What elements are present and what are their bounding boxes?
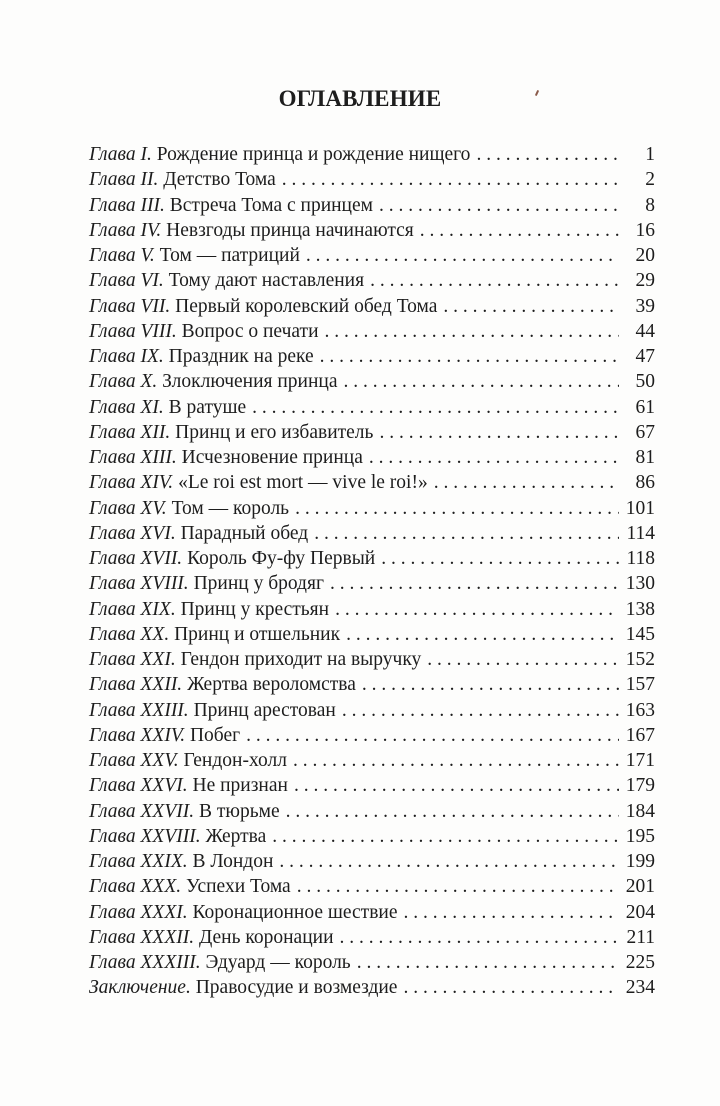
toc-entry (89, 773, 655, 798)
page-number: 199 (625, 851, 655, 872)
dot-leader (279, 849, 619, 874)
toc-title: ОГЛАВЛЕНИЕ (278, 86, 442, 111)
page-number: 114 (626, 522, 655, 544)
page-number: 118 (626, 548, 655, 569)
chapter-title: Принц и отшельник (174, 623, 341, 645)
toc-entry (89, 294, 655, 319)
dot-leader (370, 268, 619, 293)
page-number: 179 (625, 775, 655, 797)
toc-entry (89, 268, 655, 293)
chapter-title: День коронации (198, 926, 334, 948)
dot-leader (330, 571, 619, 596)
chapter-label: Глава IV. (89, 219, 162, 241)
dot-leader (379, 420, 619, 445)
dot-leader (320, 344, 619, 369)
toc-entry (89, 167, 655, 192)
chapter-label: Глава V. (89, 245, 155, 266)
dot-leader (314, 521, 619, 546)
dot-leader (420, 218, 619, 243)
chapter-label: Глава XXIX. (89, 851, 188, 872)
page-number: 39 (635, 295, 655, 317)
toc-entry (89, 799, 655, 824)
page-number: 157 (625, 674, 655, 696)
dot-leader (404, 900, 619, 925)
page-number: 81 (635, 447, 655, 468)
chapter-title: Гендон-холл (183, 750, 287, 771)
dot-leader (293, 748, 619, 773)
page-number: 204 (625, 901, 655, 923)
page-number: 167 (625, 724, 655, 746)
toc-entry (89, 900, 655, 925)
dot-leader (443, 294, 619, 319)
toc-entry (89, 193, 655, 218)
chapter-label: Глава XXXIII. (89, 952, 201, 973)
chapter-title: Побег (189, 724, 241, 746)
chapter-title: Том — король (171, 497, 290, 519)
chapter-title: Принц у крестьян (180, 598, 330, 620)
chapter-title: Принц и его избавитель (175, 421, 374, 443)
toc-entry (89, 571, 655, 596)
page-number: 50 (635, 371, 655, 393)
toc-entry (89, 672, 655, 697)
page-number: 8 (645, 194, 655, 216)
toc-entry (89, 470, 655, 495)
chapter-title: Жертва вероломства (187, 674, 356, 696)
page-number: 67 (635, 421, 655, 443)
chapter-title: Жертва (205, 825, 267, 847)
toc-entry (89, 218, 655, 243)
dot-leader (369, 445, 619, 470)
page-number: 234 (625, 977, 655, 999)
page-number: 20 (635, 245, 655, 266)
chapter-title: Не признан (192, 775, 288, 797)
dot-leader (476, 142, 619, 167)
chapter-label: Глава XII. (89, 421, 171, 443)
page-number: 2 (645, 169, 655, 191)
toc-entry (89, 420, 655, 445)
page-number: 138 (625, 598, 655, 620)
chapter-title: Принц арестован (193, 699, 336, 721)
toc-entry (89, 748, 655, 773)
page-number: 152 (625, 649, 655, 670)
page-number: 61 (635, 396, 655, 418)
chapter-title: «Le roi est mort — vive le roi!» (178, 472, 428, 494)
page-number: 145 (625, 623, 655, 645)
toc-entry (89, 698, 655, 723)
chapter-label: Глава II. (89, 169, 159, 191)
chapter-title: Правосудие и возмездие (195, 977, 398, 999)
chapter-title: Первый королевский обед Тома (175, 295, 438, 317)
page-number: 163 (625, 699, 655, 721)
chapter-title: В тюрьме (198, 800, 280, 822)
toc-entry (89, 597, 655, 622)
page-number: 195 (625, 825, 655, 847)
chapter-title: Эдуард — король (205, 952, 351, 973)
chapter-title: В Лондон (192, 851, 274, 872)
chapter-title: Гендон приходит на выручку (180, 649, 422, 670)
chapter-label: Глава XXVII. (89, 800, 195, 822)
chapter-label: Глава XXIV. (89, 724, 186, 746)
chapter-title: Король Фу-фу Первый (187, 548, 376, 569)
dot-leader (272, 824, 619, 849)
page-number: 184 (625, 800, 655, 822)
chapter-title: Злоключения принца (162, 371, 338, 393)
chapter-label: Глава IX. (89, 346, 164, 367)
dot-leader (282, 167, 619, 192)
toc-entry (89, 622, 655, 647)
toc-entry (89, 925, 655, 950)
chapter-title: Принц у бродяг (193, 573, 324, 595)
chapter-title: Вопрос о печати (181, 320, 319, 342)
dot-leader (357, 950, 619, 975)
dot-leader (342, 698, 619, 723)
dot-leader (379, 193, 619, 218)
dot-leader (252, 395, 619, 420)
page-number: 130 (625, 573, 655, 595)
dot-leader (286, 799, 619, 824)
dot-leader (246, 723, 619, 748)
chapter-label: Глава XXI. (89, 649, 176, 670)
toc-entry (89, 142, 655, 167)
chapter-label: Глава XVIII. (89, 573, 189, 595)
toc-entry (89, 849, 655, 874)
chapter-label: Глава XVI. (89, 522, 176, 544)
page-number: 86 (635, 472, 655, 494)
toc-entry (89, 243, 655, 268)
page-number: 171 (625, 750, 655, 771)
chapter-title: Том — патриций (159, 245, 300, 266)
chapter-title: Коронационное шествие (192, 901, 398, 923)
toc-entry (89, 521, 655, 546)
chapter-label: Глава XXIII. (89, 699, 189, 721)
page-number: 44 (635, 320, 655, 342)
page-number: 16 (635, 219, 655, 241)
chapter-label: Заключение. (89, 977, 191, 999)
chapter-label: Глава XXV. (89, 750, 179, 771)
toc-entry (89, 369, 655, 394)
chapter-label: Глава VII. (89, 295, 171, 317)
dot-leader (325, 319, 619, 344)
chapter-label: Глава X. (89, 371, 158, 393)
toc-entry (89, 824, 655, 849)
dot-leader (295, 496, 619, 521)
dot-leader (297, 874, 619, 899)
dot-leader (306, 243, 619, 268)
page-number: 211 (626, 926, 655, 948)
chapter-title: Невзгоды принца начинаются (166, 219, 414, 241)
chapter-label: Глава III. (89, 194, 165, 216)
chapter-label: Глава XX. (89, 623, 170, 645)
toc-entry (89, 445, 655, 470)
chapter-label: Глава VI. (89, 270, 164, 292)
chapter-label: Глава XIV. (89, 472, 174, 494)
chapter-title: В ратуше (168, 396, 247, 418)
dot-leader (362, 672, 619, 697)
toc-entry (89, 319, 655, 344)
chapter-label: Глава XXII. (89, 674, 183, 696)
chapter-title: Встреча Тома с принцем (169, 194, 373, 216)
chapter-title: Исчезновение принца (181, 447, 363, 468)
dot-leader (346, 622, 619, 647)
chapter-title: Тому дают наставления (168, 270, 365, 292)
page-number: 101 (625, 497, 655, 519)
chapter-label: Глава XXVIII. (89, 825, 201, 847)
chapter-label: Глава XV. (89, 497, 167, 519)
page-number: 47 (635, 346, 655, 367)
toc-entry (89, 496, 655, 521)
chapter-label: Глава XIII. (89, 447, 177, 468)
chapter-title: Праздник на реке (168, 346, 314, 367)
chapter-label: Глава XXXII. (89, 926, 195, 948)
dot-leader (294, 773, 619, 798)
dot-leader (335, 597, 619, 622)
dot-leader (403, 975, 619, 1000)
chapter-label: Глава I. (89, 144, 152, 165)
chapter-label: Глава XXVI. (89, 775, 188, 797)
toc-entry (89, 344, 655, 369)
page-number: 225 (625, 952, 655, 973)
toc-entry (89, 723, 655, 748)
toc-entry (89, 546, 655, 571)
toc-entry (89, 975, 655, 1000)
chapter-title: Парадный обед (180, 522, 309, 544)
dot-leader (344, 369, 619, 394)
chapter-label: Глава XI. (89, 396, 164, 418)
chapter-label: Глава XXX. (89, 876, 182, 898)
toc-entry (89, 950, 655, 975)
toc-entry (89, 874, 655, 899)
page-number: 29 (635, 270, 655, 292)
page-number: 1 (645, 144, 655, 165)
dot-leader (381, 546, 619, 571)
chapter-title: Детство Тома (163, 169, 276, 191)
dot-leader (427, 647, 619, 672)
toc-entry (89, 647, 655, 672)
chapter-label: Глава XVII. (89, 548, 183, 569)
chapter-title: Успехи Тома (186, 876, 291, 898)
chapter-label: Глава VIII. (89, 320, 177, 342)
toc-entry (89, 395, 655, 420)
chapter-label: Глава XXXI. (89, 901, 188, 923)
dot-leader (434, 470, 619, 495)
chapter-title: Рождение принца и рождение нищего (156, 144, 471, 165)
page-number: 201 (625, 876, 655, 898)
chapter-label: Глава XIX. (89, 598, 176, 620)
table-of-contents (89, 142, 655, 1001)
dot-leader (340, 925, 619, 950)
